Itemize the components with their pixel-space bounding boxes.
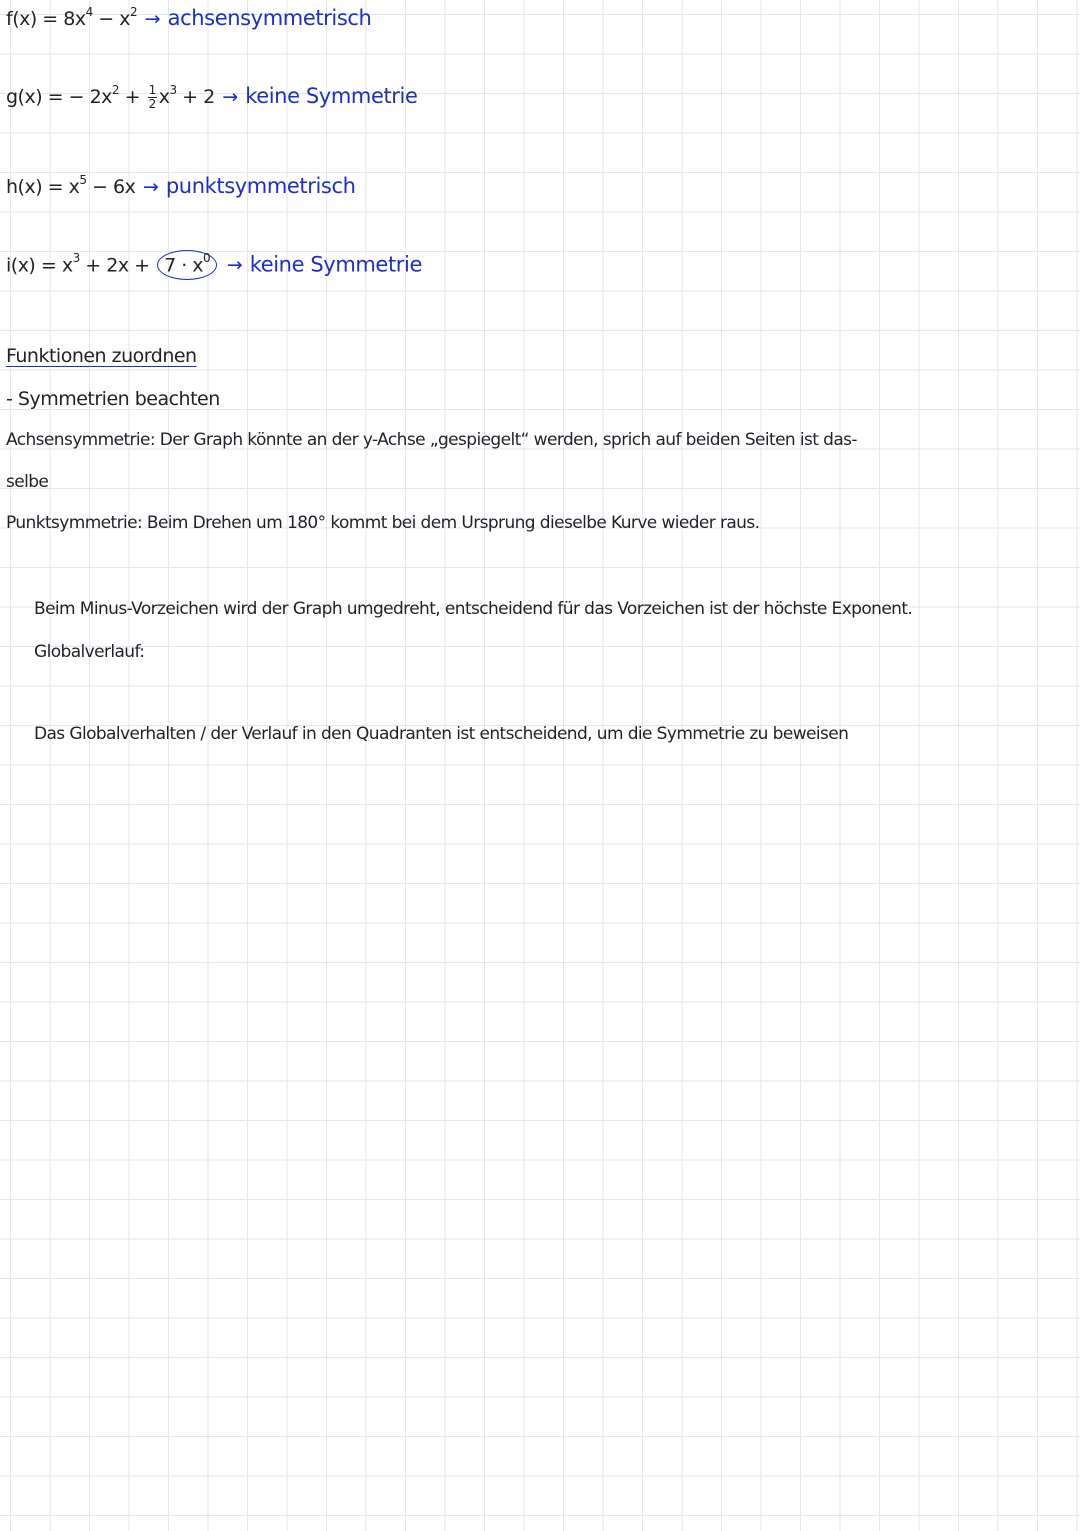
global-behaviour-text: Das Globalverhalten / der Verlauf in den Quadranten ist entscheidend, um die Symmetrie zu beweisen	[34, 724, 849, 744]
equation-f-mid: − x	[92, 8, 130, 30]
equation-g-exponent-1: 2	[111, 82, 120, 97]
minus-sign-line: Beim Minus-Vorzeichen wird der Graph umgedreht, entscheidend für das Vorzeichen ist der höchste Exponent.	[34, 599, 913, 619]
equation-g-var: x	[158, 86, 170, 108]
equation-i-lhs: i(x) = x	[6, 254, 73, 277]
equation-i-tail: + 2x +	[79, 254, 156, 277]
equation-h-exponent-1: 5	[79, 172, 87, 187]
equation-i	[6, 250, 422, 280]
equation-g-plus: +	[119, 86, 146, 108]
equation-i-result: keine Symmetrie	[249, 252, 422, 277]
equation-h-lhs: h(x) = x	[6, 176, 80, 198]
equation-h-result: punktsymmetrisch	[165, 174, 356, 198]
equation-i-circled-term	[157, 250, 217, 280]
axis-symmetry-line-2: selbe	[6, 472, 49, 492]
equation-g-tail: + 2	[176, 86, 215, 108]
equation-f-lhs: f(x) = 8x	[6, 8, 86, 30]
equation-g-exponent-2: 3	[169, 82, 177, 97]
circled-term-text: 7 · x	[164, 254, 204, 277]
fraction-numerator: 1	[148, 83, 156, 97]
equation-g-lhs: g(x) = − 2x	[6, 86, 112, 108]
section-heading: Funktionen zuordnen	[6, 345, 197, 367]
point-symmetry-line: Punktsymmetrie: Beim Drehen um 180° kommt bei dem Ursprung dieselbe Kurve wieder raus.	[6, 513, 760, 533]
global-behaviour-label: Globalverlauf:	[34, 642, 145, 662]
arrow-icon: →	[222, 86, 238, 108]
equation-f	[6, 6, 371, 31]
arrow-icon: →	[142, 176, 159, 198]
arrow-icon: →	[226, 254, 243, 277]
bullet-symmetry: - Symmetrien beachten	[6, 388, 220, 410]
equation-g-result: keine Symmetrie	[245, 84, 418, 108]
fraction-denominator: 2	[148, 97, 156, 111]
axis-symmetry-line-1: Achsensymmetrie: Der Graph könnte an der y-Achse „gespiegelt“ werden, sprich auf beiden Seiten ist das-	[6, 430, 857, 450]
equation-g-fraction	[148, 84, 157, 111]
equation-i-exponent-1: 3	[72, 251, 80, 265]
equation-f-exponent-2: 2	[129, 4, 138, 19]
equation-f-exponent-1: 4	[85, 4, 93, 19]
equation-h	[6, 174, 356, 199]
equation-f-result: achsensymmetrisch	[167, 6, 372, 30]
arrow-icon: →	[144, 8, 161, 30]
circled-term-exponent: 0	[203, 251, 211, 265]
equation-h-tail: − 6x	[86, 176, 136, 198]
equation-g	[6, 84, 418, 111]
